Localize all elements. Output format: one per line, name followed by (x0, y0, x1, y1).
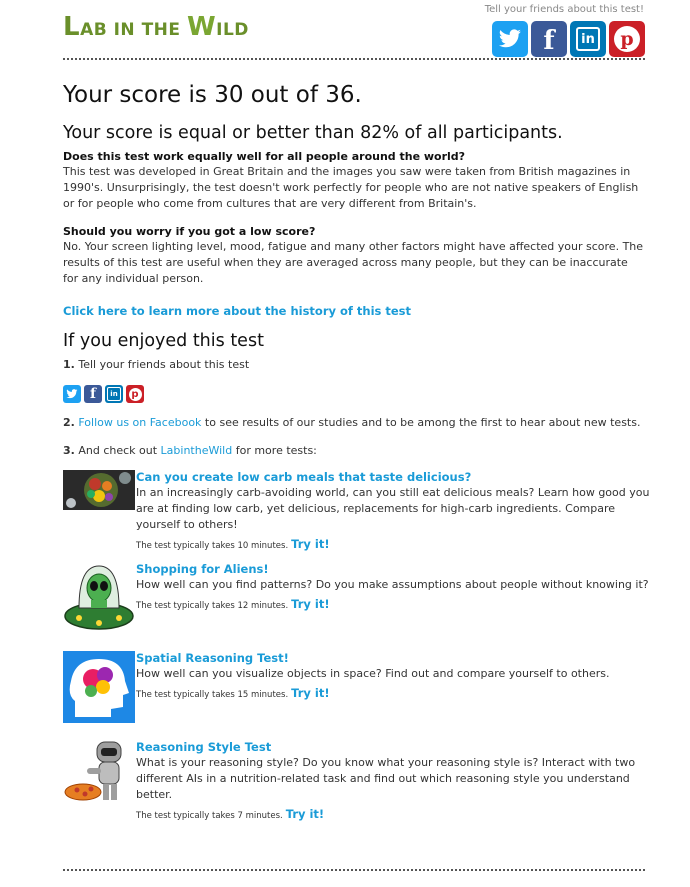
test-duration: The test typically takes 15 minutes. (136, 690, 289, 700)
score-headline: Your score is 30 out of 36. (63, 82, 362, 108)
test-duration: The test typically takes 12 minutes. (136, 601, 289, 611)
test-description: How well can you find patterns? Do you make assumptions about people without knowing it? (136, 578, 649, 591)
test-description: How well can you visualize objects in space? Find out and compare yourself to others. (136, 667, 610, 680)
try-it-link[interactable]: Try it! (291, 686, 330, 700)
try-it-link[interactable]: Try it! (285, 807, 325, 821)
small-share-bar (63, 385, 645, 403)
step-3: 3. And check out LabintheWild for more tests: (63, 444, 317, 457)
faq-question: Should you worry if you got a low score? (63, 225, 316, 238)
twitter-icon[interactable] (492, 21, 528, 57)
follow-facebook-link[interactable]: Follow us on Facebook (78, 416, 202, 429)
test-duration: The test typically takes 7 minutes. (136, 811, 283, 821)
test-body (136, 470, 651, 552)
test-description: In an increasingly carb-avoiding world, can you still eat delicious meals? Learn how good you are at finding low carb, yet delicious, replacements for high-carb ingredients. Compare yourself to others! (136, 486, 650, 531)
facebook-icon[interactable]: f (531, 21, 567, 57)
linkedin-icon[interactable]: in (105, 385, 123, 403)
twitter-icon[interactable] (63, 385, 81, 403)
percentile-section (63, 123, 645, 143)
pinterest-icon[interactable]: p (126, 385, 144, 403)
facebook-icon[interactable]: f (84, 385, 102, 403)
learn-more-link[interactable]: Click here to learn more about the history of this test (63, 304, 412, 318)
test-title-link[interactable]: Shopping for Aliens! (136, 562, 269, 576)
enjoyed-section (63, 331, 645, 351)
faq-item (63, 225, 645, 287)
step-1: 1. Tell your friends about this test (63, 358, 250, 371)
food-thumbnail[interactable] (63, 470, 135, 510)
test-body (136, 562, 651, 612)
test-duration: The test typically takes 10 minutes. (136, 541, 289, 551)
labinthewild-link[interactable]: LabintheWild (160, 444, 233, 457)
faq-question: Does this test work equally well for all people around the world? (63, 150, 466, 163)
alien-ufo-thumbnail[interactable] (63, 562, 135, 634)
step-2: 2. Follow us on Facebook to see results of our studies and to be among the first to hear about new tests. (63, 416, 641, 429)
header-divider (63, 58, 645, 60)
labinthewild-logo[interactable]: LAB IN THE WILD (63, 12, 249, 42)
try-it-link[interactable]: Try it! (291, 537, 330, 551)
linkedin-icon[interactable]: in (570, 21, 606, 57)
faq-answer: No. Your screen lighting level, mood, fatigue and many other factors might have affected your score. The results of this test are useful when they are averaged across many people, but they can be inaccurate for any individual person. (63, 240, 644, 285)
percentile-headline: Your score is equal or better than 82% of all participants. (63, 123, 563, 143)
enjoyed-title: If you enjoyed this test (63, 331, 264, 351)
footer-divider (63, 869, 645, 871)
test-body (136, 740, 651, 822)
try-it-link[interactable]: Try it! (291, 597, 330, 611)
pinterest-icon[interactable]: p (609, 21, 645, 57)
head-puzzle-thumbnail[interactable] (63, 651, 135, 723)
test-description: What is your reasoning style? Do you know what your reasoning style is? Interact with two different AIs in a nutrition-related task and find out which reasoning style you understand better. (136, 756, 636, 801)
tell-friends-label: Tell your friends about this test! (484, 4, 644, 15)
robot-pizza-thumbnail[interactable] (63, 740, 135, 812)
test-body (136, 651, 651, 701)
test-title-link[interactable]: Spatial Reasoning Test! (136, 651, 289, 665)
test-title-link[interactable]: Can you create low carb meals that taste delicious? (136, 470, 472, 484)
faq-answer: This test was developed in Great Britain and the images you saw were taken from British magazines in 1990's. Unsurprisingly, the test doesn't work perfectly for people who are not native speakers of English or for people who come from cultures that are very different from Britain's. (63, 165, 639, 210)
faq-item (63, 150, 645, 212)
social-share-bar (492, 21, 645, 57)
test-title-link[interactable]: Reasoning Style Test (136, 740, 272, 754)
